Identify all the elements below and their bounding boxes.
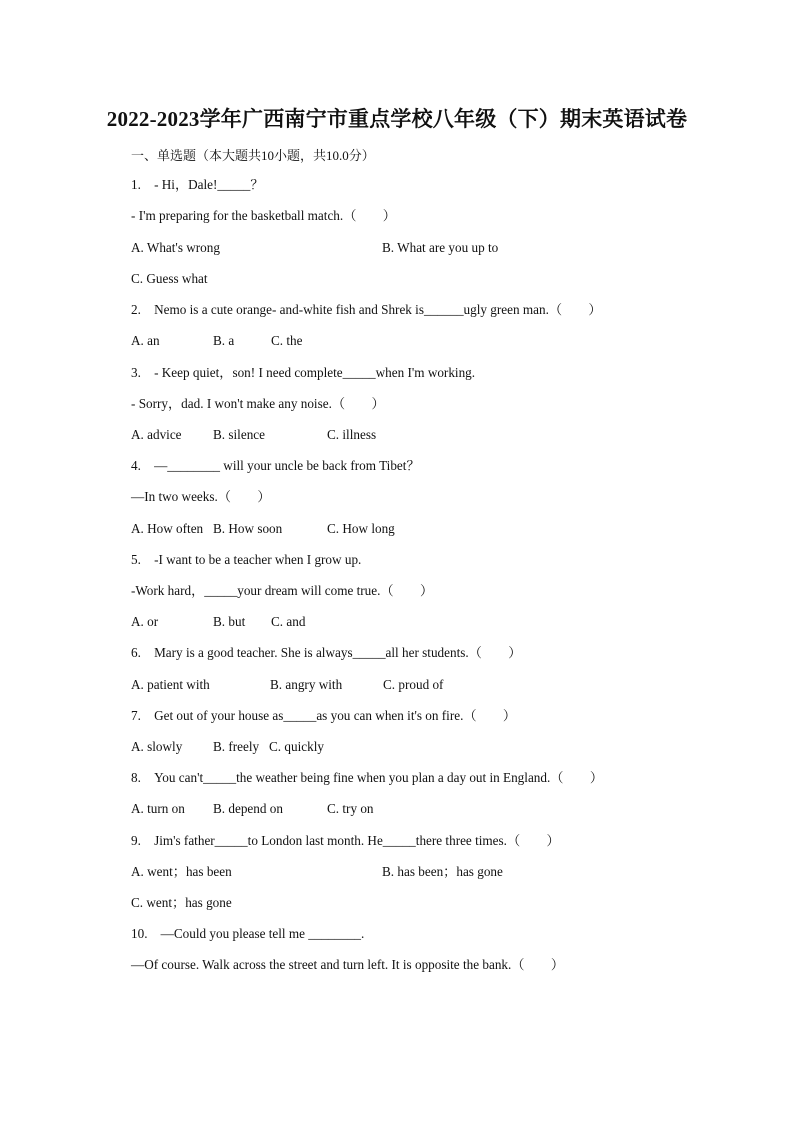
- question-3-option-c: C. illness: [327, 427, 377, 442]
- question-7-option-c: C. quickly: [269, 739, 324, 754]
- question-4-stem: 4. —________ will your uncle be back from Tibet？: [131, 458, 420, 473]
- question-4-option-b: B. How soon: [213, 521, 283, 536]
- question-5-option-a: A. or: [131, 614, 159, 629]
- question-7-option-b: B. freely: [213, 739, 260, 754]
- question-5-option-b: B. but: [213, 614, 246, 629]
- question-8-option-c: C. try on: [327, 801, 374, 816]
- question-1-reply: - I'm preparing for the basketball match.（ ）: [131, 208, 396, 223]
- question-1-option-a: A. What's wrong: [131, 240, 220, 255]
- question-5-option-c: C. and: [271, 614, 306, 629]
- question-2-option-b: B. a: [213, 333, 235, 348]
- question-8-option-b: B. depend on: [213, 801, 283, 816]
- question-7-stem: 7. Get out of your house as_____as you can when it's on fire.（ ）: [131, 708, 517, 723]
- question-6-option-a: A. patient with: [131, 677, 210, 692]
- question-5-reply: -Work hard，_____your dream will come true.（ ）: [131, 583, 434, 598]
- question-6-stem: 6. Mary is a good teacher. She is always_____all her students.（ ）: [131, 645, 522, 660]
- question-9-option-b: B. has been；has gone: [382, 864, 503, 879]
- question-8-stem: 8. You can't_____the weather being fine when you plan a day out in England.（ ）: [131, 770, 604, 785]
- question-6-option-b: B. angry with: [270, 677, 343, 692]
- question-7-option-a: A. slowly: [131, 739, 183, 754]
- question-2-stem: 2. Nemo is a cute orange- and-white fish and Shrek is______ugly green man.（ ）: [131, 302, 602, 317]
- question-5-stem: 5. -I want to be a teacher when I grow up.: [131, 552, 362, 567]
- question-8-option-a: A. turn on: [131, 801, 185, 816]
- question-9-option-c: C. went；has gone: [131, 895, 232, 910]
- question-4-reply: —In two weeks.（ ）: [131, 489, 271, 504]
- question-9-stem: 9. Jim's father_____to London last month. He_____there three times.（ ）: [131, 833, 560, 848]
- question-6-option-c: C. proud of: [383, 677, 444, 692]
- question-4-option-a: A. How often: [131, 521, 204, 536]
- question-4-option-c: C. How long: [327, 521, 395, 536]
- question-3-option-b: B. silence: [213, 427, 266, 442]
- question-1-option-b: B. What are you up to: [382, 240, 499, 255]
- question-2-option-c: C. the: [271, 333, 303, 348]
- question-3-reply: - Sorry，dad. I won't make any noise.（ ）: [131, 396, 385, 411]
- exam-title: 2022-2023学年广西南宁市重点学校八年级（下）期末英语试卷: [106, 107, 688, 131]
- question-1-stem: 1. - Hi，Dale!_____？: [131, 177, 264, 192]
- question-2-option-a: A. an: [131, 333, 160, 348]
- section-heading: 一、单选题（本大题共10小题，共10.0分）: [131, 148, 375, 163]
- question-1-option-c: C. Guess what: [131, 271, 208, 286]
- question-10-stem: 10. —Could you please tell me ________.: [131, 926, 365, 941]
- question-3-stem: 3. - Keep quiet，son! I need complete_____when I'm working.: [131, 365, 476, 380]
- question-10-reply: —Of course. Walk across the street and turn left. It is opposite the bank.（ ）: [131, 957, 565, 972]
- question-3-option-a: A. advice: [131, 427, 182, 442]
- question-9-option-a: A. went；has been: [131, 864, 232, 879]
